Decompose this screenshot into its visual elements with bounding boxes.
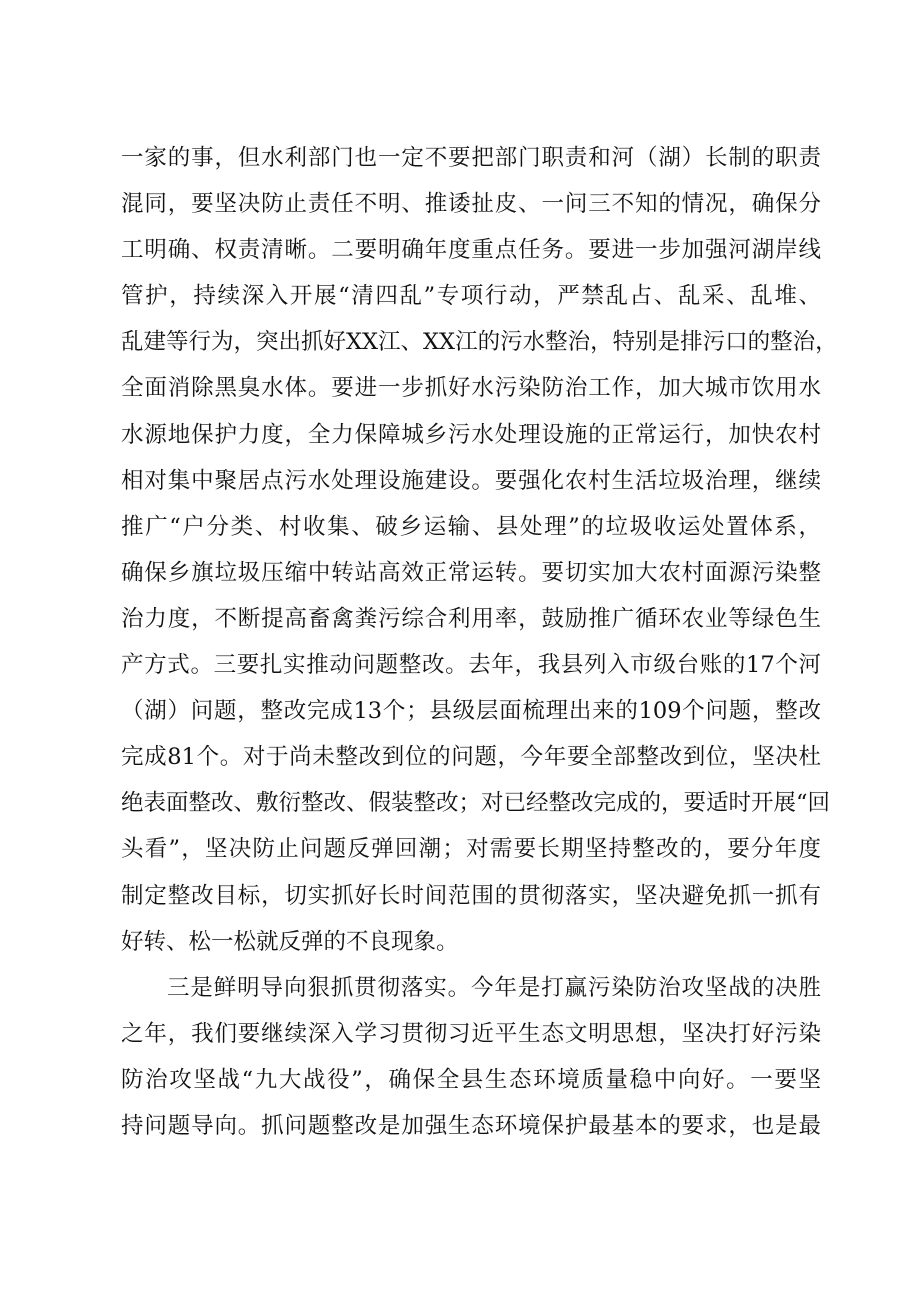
text-line: 推广“户分类、村收集、破乡运输、县处理”的垃圾收运处置体系， bbox=[121, 513, 821, 540]
text-line: 确保乡旗垃圾压缩中转站高效正常运转。要切实加大农村面源污染整 bbox=[121, 559, 821, 586]
text-line: 制定整改目标，切实抓好长时间范围的贯彻落实，坚决避免抓一抓有 bbox=[121, 882, 821, 909]
text-line: 完成81个。对于尚未整改到位的问题，今年要全部整改到位，坚决杜 bbox=[121, 744, 821, 771]
text-line: 之年，我们要继续深入学习贯彻习近平生态文明思想，坚决打好污染 bbox=[121, 1020, 821, 1047]
text-line: 水源地保护力度，全力保障城乡污水处理设施的正常运行，加快农村 bbox=[121, 421, 821, 448]
text-line: 持问题导向。抓问题整改是加强生态环境保护最基本的要求，也是最 bbox=[121, 1112, 821, 1139]
text-line: 管护，持续深入开展“清四乱”专项行动，严禁乱占、乱采、乱堆、 bbox=[121, 283, 821, 310]
text-line: （湖）问题，整改完成13个；县级层面梳理出来的109个问题，整改 bbox=[121, 698, 821, 725]
text-line: 全面消除黑臭水体。要进一步抓好水污染防治工作，加大城市饮用水 bbox=[121, 375, 821, 402]
text-line: 好转、松一松就反弹的不良现象。 bbox=[121, 928, 459, 955]
text-line: 防治攻坚战“九大战役”，确保全县生态环境质量稳中向好。一要坚 bbox=[121, 1066, 821, 1093]
text-line: 治力度，不断提高畜禽粪污综合利用率，鼓励推广循环农业等绿色生 bbox=[121, 605, 821, 632]
text-line: 混同，要坚决防止责任不明、推诿扯皮、一问三不知的情况，确保分 bbox=[121, 191, 821, 218]
text-line: 相对集中聚居点污水处理设施建设。要强化农村生活垃圾治理，继续 bbox=[121, 467, 821, 494]
text-line: 一家的事，但水利部门也一定不要把部门职责和河（湖）长制的职责 bbox=[121, 145, 821, 171]
text-line: 三是鲜明导向狠抓贯彻落实。今年是打赢污染防治攻坚战的决胜 bbox=[167, 974, 821, 1001]
text-line: 工明确、权责清晰。二要明确年度重点任务。要进一步加强河湖岸线 bbox=[121, 237, 821, 264]
document-body bbox=[121, 135, 838, 1149]
text-line: 头看”，坚决防止问题反弹回潮；对需要长期坚持整改的，要分年度 bbox=[121, 836, 821, 863]
text-line: 产方式。三要扎实推动问题整改。去年，我县列入市级台账的17个河 bbox=[121, 652, 821, 679]
paragraph-2 bbox=[121, 965, 821, 1149]
paragraph-1 bbox=[121, 135, 838, 965]
text-line: 乱建等行为，突出抓好XX江、XX江的污水整治，特别是排污口的整治， bbox=[121, 329, 838, 356]
text-line: 绝表面整改、敷衍整改、假装整改；对已经整改完成的，要适时开展“回 bbox=[121, 790, 831, 817]
